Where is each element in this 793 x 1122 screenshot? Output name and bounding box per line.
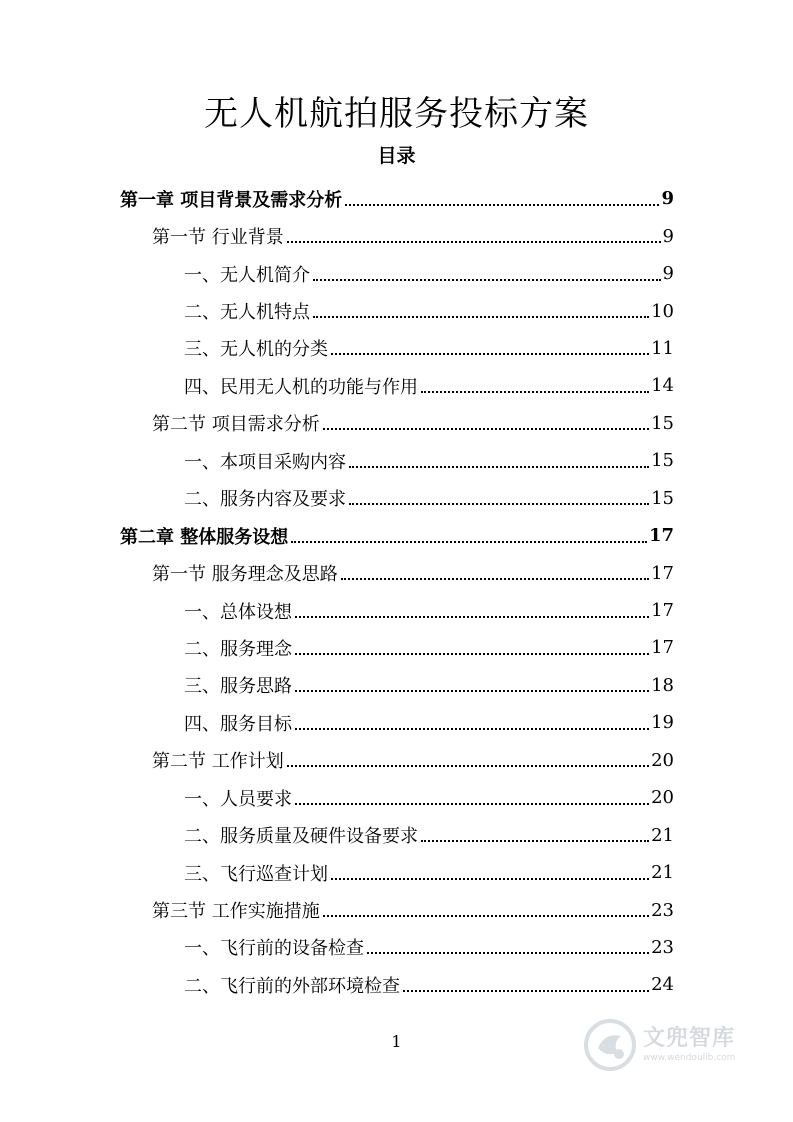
toc-entry-title: 四、服务目标 [184, 713, 292, 735]
toc-entry-page: 15 [651, 412, 674, 434]
toc-entry-title: 第二节 项目需求分析 [152, 414, 320, 436]
toc-dot-leader [287, 765, 649, 767]
toc-dot-leader [421, 840, 649, 842]
toc-entry-page: 17 [651, 562, 674, 584]
toc-entry-page: 11 [651, 337, 674, 359]
toc-entry-title: 二、服务理念 [184, 638, 292, 660]
toc-entry[interactable] [120, 667, 674, 704]
toc-entry[interactable] [120, 816, 674, 853]
toc-entry-page: 23 [651, 936, 674, 958]
toc-heading: 目录 [377, 145, 416, 167]
toc-entry-title: 第一节 行业背景 [152, 227, 284, 249]
toc-dot-leader [287, 241, 661, 243]
toc-entry-page: 9 [662, 263, 674, 285]
toc-entry[interactable] [120, 629, 674, 666]
toc-entry-title: 一、总体设想 [184, 601, 292, 623]
toc-dot-leader [367, 952, 649, 954]
watermark-name: 文兜智库 [643, 1026, 736, 1051]
toc-entry[interactable] [120, 180, 674, 217]
toc-entry-title: 一、无人机简介 [184, 264, 310, 286]
toc-dot-leader [349, 503, 649, 505]
toc-entry-page: 20 [651, 787, 674, 809]
toc-entry-title: 一、人员要求 [184, 788, 292, 810]
toc-entry[interactable] [120, 592, 674, 629]
toc-entry-title: 三、无人机的分类 [184, 339, 328, 361]
toc-entry[interactable] [120, 854, 674, 891]
toc-dot-leader [295, 803, 649, 805]
toc-entry-title: 一、飞行前的设备检查 [184, 938, 364, 960]
toc-dot-leader [349, 466, 649, 468]
toc-entry-page: 17 [648, 525, 674, 547]
toc-entry[interactable] [120, 217, 674, 254]
toc-entry[interactable] [120, 891, 674, 928]
table-of-contents [120, 180, 674, 1004]
toc-entry-title: 第三节 工作实施措施 [152, 901, 320, 923]
watermark [583, 1012, 763, 1078]
toc-entry[interactable] [120, 255, 674, 292]
page-number: 1 [391, 1032, 402, 1051]
toc-entry-page: 18 [651, 674, 674, 696]
toc-entry-page: 9 [662, 225, 674, 247]
toc-dot-leader [403, 990, 649, 992]
toc-dot-leader [295, 653, 649, 655]
toc-dot-leader [313, 279, 661, 281]
toc-dot-leader [421, 391, 649, 393]
toc-dot-leader [345, 204, 659, 206]
toc-entry-page: 20 [651, 749, 674, 771]
toc-entry-page: 21 [651, 824, 674, 846]
wendou-logo-icon [583, 1018, 637, 1072]
toc-entry-page: 15 [651, 487, 674, 509]
toc-entry-title: 一、本项目采购内容 [184, 451, 346, 473]
toc-dot-leader [291, 541, 647, 543]
toc-entry[interactable] [120, 480, 674, 517]
document-title: 无人机航拍服务投标方案 [204, 94, 589, 134]
toc-entry-page: 9 [661, 188, 674, 210]
toc-entry-title: 二、飞行前的外部环境检查 [184, 975, 400, 997]
toc-entry-page: 14 [651, 375, 674, 397]
toc-entry-page: 15 [651, 450, 674, 472]
watermark-url: www.wendoulib.com [643, 1053, 736, 1063]
toc-entry-title: 二、无人机特点 [184, 302, 310, 324]
toc-entry[interactable] [120, 554, 674, 591]
toc-entry[interactable] [120, 405, 674, 442]
toc-entry-page: 17 [651, 637, 674, 659]
toc-entry-page: 17 [651, 600, 674, 622]
toc-entry-title: 二、服务内容及要求 [184, 489, 346, 511]
toc-entry[interactable] [120, 330, 674, 367]
toc-entry-page: 23 [651, 899, 674, 921]
toc-entry[interactable] [120, 442, 674, 479]
toc-entry-title: 第二节 工作计划 [152, 751, 284, 773]
toc-entry-title: 二、服务质量及硬件设备要求 [184, 826, 418, 848]
toc-dot-leader [295, 616, 649, 618]
toc-dot-leader [341, 578, 649, 580]
toc-dot-leader [331, 353, 649, 355]
toc-entry-title: 第一节 服务理念及思路 [152, 564, 338, 586]
toc-dot-leader [323, 428, 649, 430]
toc-entry[interactable] [120, 966, 674, 1003]
toc-entry[interactable] [120, 292, 674, 329]
toc-entry-title: 第一章 项目背景及需求分析 [120, 189, 343, 211]
toc-entry[interactable] [120, 517, 674, 554]
toc-entry-title: 三、服务思路 [184, 676, 292, 698]
toc-entry[interactable] [120, 367, 674, 404]
toc-entry-page: 24 [651, 974, 674, 996]
toc-dot-leader [313, 316, 649, 318]
toc-entry-page: 21 [651, 862, 674, 884]
toc-dot-leader [331, 878, 649, 880]
toc-entry-title: 四、民用无人机的功能与作用 [184, 376, 418, 398]
toc-entry[interactable] [120, 929, 674, 966]
toc-entry-title: 第二章 整体服务设想 [120, 526, 289, 548]
toc-entry[interactable] [120, 704, 674, 741]
toc-dot-leader [295, 728, 649, 730]
toc-entry[interactable] [120, 779, 674, 816]
toc-dot-leader [295, 690, 649, 692]
toc-entry-title: 三、飞行巡查计划 [184, 863, 328, 885]
toc-entry-page: 10 [651, 300, 674, 322]
toc-entry-page: 19 [651, 712, 674, 734]
toc-dot-leader [323, 915, 649, 917]
toc-entry[interactable] [120, 742, 674, 779]
